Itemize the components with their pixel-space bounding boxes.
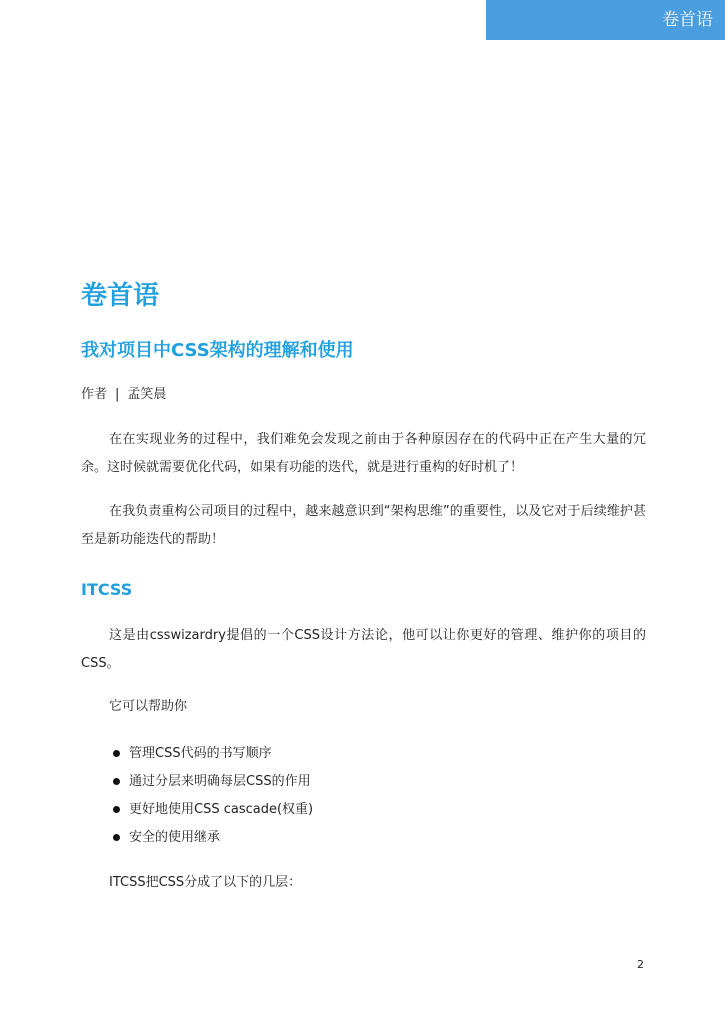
bullet-icon [113,778,120,785]
page-number: 2 [637,958,644,971]
list-item [109,740,313,768]
list-item [109,768,313,796]
author-label: 作者 [81,387,108,402]
author-separator: | [115,387,120,402]
list-item-text: 安全的使用继承 [129,830,221,845]
list-item-text: 更好地使用CSS cascade(权重) [129,802,314,817]
layers-intro: ITCSS把CSS分成了以下的几层： [109,875,302,890]
help-intro: 它可以帮助你 [109,699,188,714]
itcss-description: 这是由csswizardry提倡的一个CSS设计方法论，他可以让你更好的管理、维护你的项目的CSS。 [81,628,646,671]
list-item [109,824,313,852]
header-section-tab [486,0,725,40]
section-title-itcss: ITCSS [81,580,133,599]
header-tab-label: 卷首语 [662,10,713,30]
page-title: 卷首语 [81,281,160,311]
architecture-paragraph: 在我负责重构公司项目的过程中，越来越意识到“架构思维”的重要性，以及它对于后续维护甚至是新功能迭代的帮助！ [81,504,646,547]
author-line [81,385,166,405]
benefit-list [109,740,313,852]
intro-paragraph: 在在实现业务的过程中，我们难免会发现之前由于各种原因存在的代码中正在产生大量的冗余。这时候就需要优化代码，如果有功能的迭代，就是进行重构的好时机了！ [81,432,646,475]
list-item-text: 管理CSS代码的书写顺序 [129,746,272,761]
author-name: 孟笑晨 [127,387,167,402]
list-item-text: 通过分层来明确每层CSS的作用 [129,774,311,789]
list-item [109,796,313,824]
bullet-icon [113,806,120,813]
bullet-icon [113,750,120,757]
bullet-icon [113,834,120,841]
article-title: 我对项目中CSS架构的理解和使用 [81,340,354,361]
